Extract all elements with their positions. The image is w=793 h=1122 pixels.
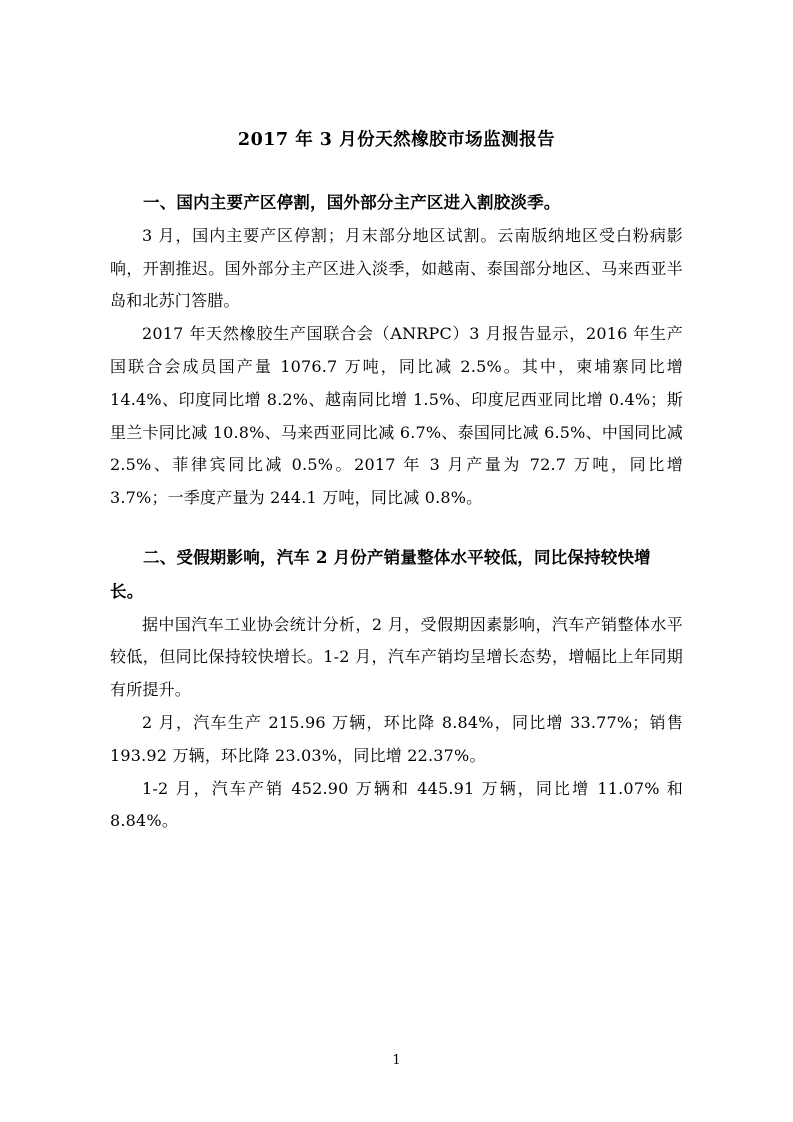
spacer xyxy=(110,154,683,160)
section-2-paragraph-2: 2 月，汽车生产 215.96 万辆，环比降 8.84%，同比增 33.77%；销售 193.92 万辆，环比降 23.03%，同比增 22.37%。 xyxy=(110,713,683,765)
section-1-paragraph-2: 2017 年天然橡胶生产国联合会（ANRPC）3 月报告显示，2016 年生产国联合会成员国产量 1076.7 万吨，同比减 2.5%。其中，柬埔寨同比增 14.4%、印度同比增 8.2%、越南同比增 1.5%、印度尼西亚同比增 0.4%；斯里兰卡同比减 10.8%、马来西亚同比减 6.7%、泰国同比减 6.5%、中国同比减 2.5%、菲律宾同比减 0.5%。2017 年 3 月产量为 72.7 万吨，同比增 3.7%；一季度产量为 244.1 万吨，同比减 0.8%。 xyxy=(110,324,683,508)
section-heading-1: 一、国内主要产区停割，国外部分主产区进入割胶淡季。 xyxy=(143,193,561,212)
section-1-paragraph-1: 3 月，国内主要产区停割；月末部分地区试割。云南版纳地区受白粉病影响，开割推迟。国外部分主产区进入淡季，如越南、泰国部分地区、马来西亚半岛和北苏门答腊。 xyxy=(110,225,683,311)
section-2-paragraph-3: 1-2 月，汽车产销 452.90 万辆和 445.91 万辆，同比增 11.07% 和 8.84%。 xyxy=(110,778,683,831)
page-title: 2017 年 3 月份天然橡胶市场监测报告 xyxy=(237,130,556,150)
section-2-paragraph-1: 据中国汽车工业协会统计分析，2 月，受假期因素影响，汽车产销整体水平较低，但同比保持较快增长。1-2 月，汽车产销均呈增长态势，增幅比上年同期有所提升。 xyxy=(110,614,683,700)
page-number: 1 xyxy=(392,1053,401,1068)
section-heading-2: 二、受假期影响，汽车 2 月份产销量整体水平较低，同比保持较快增长。 xyxy=(110,547,651,601)
